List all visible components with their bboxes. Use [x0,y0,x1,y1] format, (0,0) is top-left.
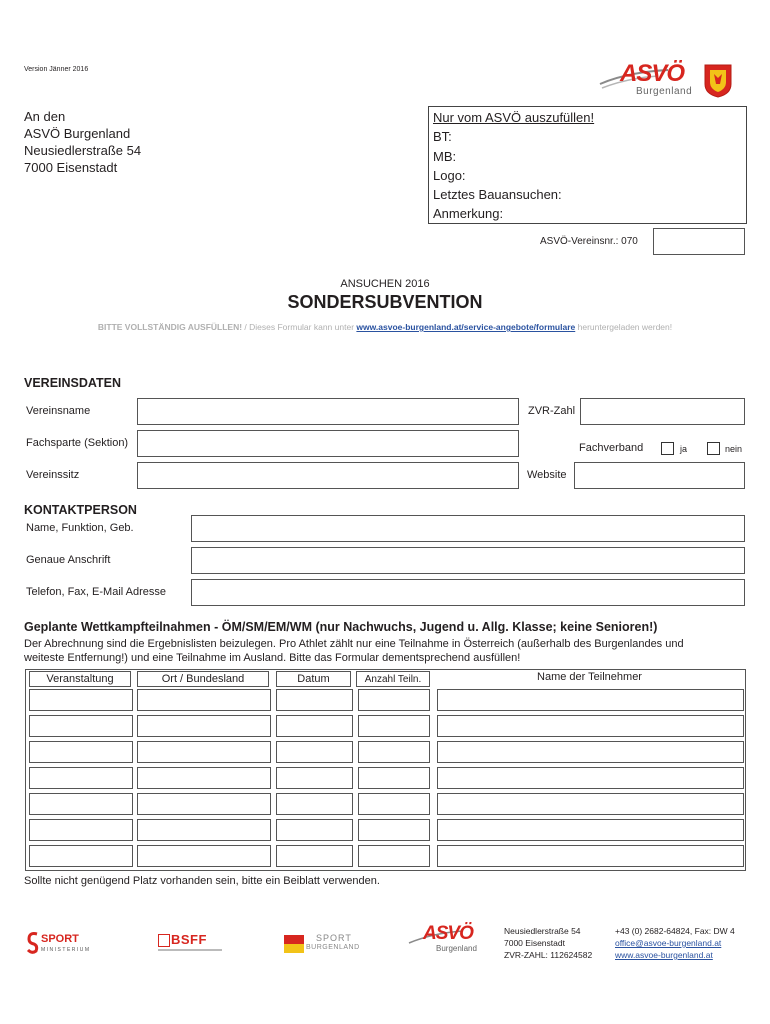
vereinsname-label: Vereinsname [26,405,91,417]
name-input[interactable] [191,515,745,542]
recipient-address [24,108,141,176]
footer-address-line: 7000 Eisenstadt [504,938,565,948]
page-title: SONDERSUBVENTION [287,292,483,312]
zvr-input[interactable] [580,398,745,425]
office-bt-field: BT: [433,129,452,145]
footer-website-link[interactable]: www.asvoe-burgenland.at [615,950,713,960]
table-cell-input[interactable] [358,715,430,737]
footer-address [504,925,592,961]
table-cell-input[interactable] [276,845,353,867]
telefon-input[interactable] [191,579,745,606]
footer-email-link[interactable]: office@asvoe-burgenland.at [615,938,722,948]
ja-label: ja [680,444,688,454]
address-line: 7000 Eisenstadt [24,160,118,175]
table-cell-input[interactable] [29,689,133,711]
sport-s-icon [26,931,40,955]
burgenland-coat-of-arms-icon [704,64,732,98]
office-logo-field: Logo: [433,167,466,183]
table-cell-input[interactable] [358,741,430,763]
nein-label: nein [725,444,743,454]
table-cell-input[interactable] [276,819,353,841]
table-cell-input[interactable] [358,767,430,789]
table-cell-input[interactable] [137,793,271,815]
asvo-logo-sub: Burgenland [636,86,693,97]
kontaktperson-heading: KONTAKTPERSON [24,503,137,517]
beiblatt-note: Sollte nicht genügend Platz vorhanden sein, bitte ein Beiblatt verwenden. [24,875,380,887]
asvo-footer-sub: Burgenland [436,944,477,953]
address-line: ASVÖ Burgenland [24,126,131,141]
formulare-link[interactable]: www.asvoe-burgenland.at/service-angebote/formulare [356,322,576,332]
table-cell-input[interactable] [137,845,271,867]
asvo-logo-text: ASVÖ [620,60,685,87]
table-cell-input[interactable] [437,741,744,763]
footer-address-line: ZVR-ZAHL: 112624582 [504,950,593,960]
table-cell-input[interactable] [29,845,133,867]
table-cell-input[interactable] [276,741,353,763]
vereinsnr-label: ASVÖ-Vereinsnr.: 070 [540,236,638,247]
footer-phone: +43 (0) 2682-64824, Fax: DW 4 [615,926,735,936]
anschrift-input[interactable] [191,547,745,574]
table-cell-input[interactable] [358,689,430,711]
description-line: Der Abrechnung sind die Ergebnislisten beizulegen. Pro Athlet zählt nur eine Teilnahme in Österreich (außerhalb des Burgenlandes und [24,638,684,650]
table-cell-input[interactable] [276,715,353,737]
sportministerium-logo [26,929,98,959]
name-label: Name, Funktion, Geb. [26,522,134,534]
telefon-label: Telefon, Fax, E-Mail Adresse [26,586,167,598]
table-cell-input[interactable] [276,689,353,711]
table-cell-input[interactable] [29,819,133,841]
vereinssitz-input[interactable] [137,462,519,489]
asvo-footer-text: ASVÖ [423,923,473,944]
column-header-ort: Ort / Bundesland [137,671,269,687]
column-header-veranstaltung: Veranstaltung [29,671,131,687]
table-cell-input[interactable] [437,715,744,737]
table-cell-input[interactable] [137,819,271,841]
fachsparte-input[interactable] [137,430,519,457]
ministerium-text: MINISTERIUM [41,947,91,953]
website-label: Website [527,469,567,481]
office-anmerkung-field: Anmerkung: [433,206,504,222]
bsff-text: BSFF [171,932,207,947]
fachverband-nein-checkbox[interactable] [707,442,720,455]
footer-address-line: Neusiedlerstraße 54 [504,926,581,936]
table-cell-input[interactable] [29,793,133,815]
column-header-datum: Datum [276,671,351,687]
vereinsdaten-heading: VEREINSDATEN [24,376,122,390]
sport-text: SPORT [41,933,79,945]
instructions-bold: BITTE VOLLSTÄNDIG AUSFÜLLEN! [97,322,243,332]
office-box-title: Nur vom ASVÖ auszufüllen! [433,110,595,125]
description-line: weiteste Entfernung!) und eine Teilnahme im Ausland. Bitte das Formular dementsprechend ausfüllen! [24,652,521,664]
table-cell-input[interactable] [437,845,744,867]
table-cell-input[interactable] [276,767,353,789]
vereinsname-input[interactable] [137,398,519,425]
bsff-logo [158,933,228,955]
table-cell-input[interactable] [358,793,430,815]
instructions-text: / Dieses Formular kann unter [242,322,357,332]
table-cell-input[interactable] [437,689,744,711]
table-cell-input[interactable] [137,767,271,789]
sport-burgenland-logo [284,933,364,957]
office-use-box [428,106,747,224]
table-cell-input[interactable] [137,715,271,737]
address-line: Neusiedlerstraße 54 [24,143,142,158]
table-cell-input[interactable] [29,767,133,789]
table-cell-input[interactable] [358,845,430,867]
asvo-logo [598,62,698,100]
address-line: An den [24,109,66,124]
anschrift-label: Genaue Anschrift [26,554,111,566]
fachverband-ja-checkbox[interactable] [661,442,674,455]
bsff-box-icon [158,934,170,947]
table-cell-input[interactable] [437,793,744,815]
table-cell-input[interactable] [137,689,271,711]
office-mb-field: MB: [433,148,457,164]
column-header-teilnehmer: Name der Teilnehmer [537,671,642,683]
fachverband-label: Fachverband [579,442,644,454]
bsff-underline [158,949,222,951]
footer-contact [615,925,735,961]
column-header-anzahl: Anzahl Teiln. [356,671,430,687]
zvr-label: ZVR-Zahl [528,405,576,417]
table-cell-input[interactable] [137,741,271,763]
table-cell-input[interactable] [437,767,744,789]
table-cell-input[interactable] [29,715,133,737]
fachsparte-label: Fachsparte (Sektion) [26,437,129,449]
burgenland-flag-icon [284,935,304,953]
vereinssitz-label: Vereinssitz [26,469,80,481]
instructions-text: heruntergeladen werden! [575,322,673,332]
vereinsnr-input[interactable] [653,228,745,255]
wettkampf-heading: Geplante Wettkampfteilnahmen - ÖM/SM/EM/WM (nur Nachwuchs, Jugend u. Allg. Klasse; keine Senioren!) [24,620,658,634]
instructions-line [0,322,770,332]
ansuchen-label: ANSUCHEN 2016 [340,278,430,290]
office-bauansuchen-field: Letztes Bauansuchen: [433,187,562,203]
sport-burgenland-sub: BURGENLAND [306,944,360,951]
website-input[interactable] [574,462,745,489]
asvo-footer-logo [408,925,488,957]
table-cell-input[interactable] [437,819,744,841]
version-label: Version Jänner 2016 [24,66,89,73]
sport-burgenland-text: SPORT [316,933,352,943]
table-cell-input[interactable] [276,793,353,815]
table-cell-input[interactable] [29,741,133,763]
wettkampf-description [24,637,684,665]
table-cell-input[interactable] [358,819,430,841]
